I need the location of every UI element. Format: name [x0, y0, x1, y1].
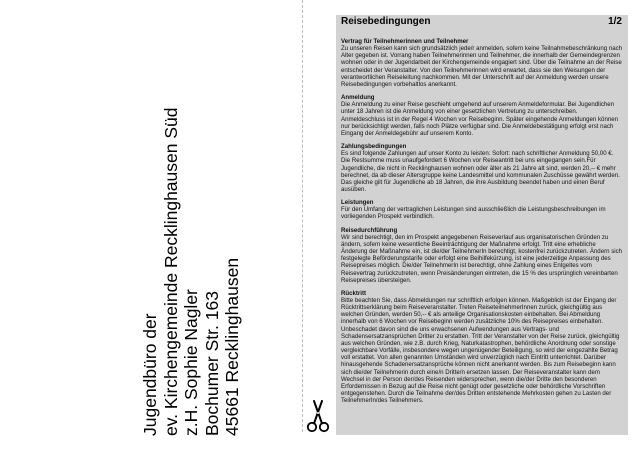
section-registration: [341, 94, 623, 137]
address-line: z.H. Sophie Nagler: [181, 289, 201, 436]
conditions-body: [336, 29, 628, 404]
section-text: Es sind folgende Zahlungen auf unser Konto zu leisten: Sofort: nach schriftlicher Anmeldung 50,00 €. Die Restsumme muss unaufgefordert 6 Wochen vor Reiseantritt bei uns eingegangen sein.Für Jugendliche, die nicht in Recklinghausen wohnen oder älter als 21 Jahre alt sind, werden 20,-- € mehr berechnet, da ab dieser Altersgruppe keine Landesmittel und kommunalen Zuschüsse gewährt werden. Das gleiche gilt für Jugendliche ab 18 Jahren, die ihre Ausbildung beendet haben und einen Beruf ausüben.: [341, 150, 620, 193]
travel-conditions-panel: [336, 15, 628, 435]
section-heading: Zahlungsbedingungen: [341, 143, 407, 151]
recipient-address: [140, 56, 250, 436]
conditions-header: [336, 15, 628, 29]
section-contract: [341, 38, 623, 88]
address-line: Bochumer Str. 163: [201, 291, 222, 436]
section-services: [341, 199, 623, 220]
section-execution: [341, 227, 623, 284]
section-heading: Anmeldung: [341, 94, 375, 102]
cut-line: [302, 0, 303, 432]
address-line: ev. Kirchengemeinde Recklinghausen Süd: [160, 107, 181, 436]
page-number: 1/2: [608, 16, 622, 27]
section-heading: Reisedurchführung: [341, 226, 398, 234]
section-heading: Rücktritt: [341, 289, 367, 297]
address-line: Jugendbüro der: [140, 313, 160, 436]
conditions-title: Reisebedingungen: [341, 16, 431, 27]
section-text: Wir sind berechtigt, den im Prospekt angegebenen Reiseverlauf aus organisatorischen Gründen zu ändern, sofern keine wesentliche Beeinträchtigung der Maßnahme erfolgt. Tritt eine erhebliche Änderung der Maßnahme ein, ist die/der TeilnehmerIn berechtigt, kostenfrei zurückzutreten. Ändern sich festgelegte Beförderungstarife oder erfolgt eine Beihilfekürzung, ist eine jederzeitige Anpassung des Reisepreises möglich. Die/der TeilnehmerIn ist berechtigt, ohne Zahlung eines Entgeltes vom Reisevertrag zurückzutreten, wenn Preisänderungen eintreten, die 15 % des ursprünglich vereinbarten Reisepreises übersteigen.: [341, 233, 623, 284]
scissors-icon: [306, 398, 330, 434]
section-text: Für den Umfang der vertraglichen Leistungen sind ausschließlich die Leistungsbeschreibungen im vorliegenden Prospekt verbindlich.: [341, 206, 606, 221]
section-text: Bitte beachten Sie, dass Abmeldungen nur schriftlich erfolgen können. Maßgeblich ist der Eingang der Rücktrittserklärung beim Reiseveranstalter. Treten ReiseteilnehmerInnen zurück, gleichgültig aus welchen Gründen, werden 50,-- € als anteilige Organisationskosten einbehalten. Bei Abmeldung innerhalb von 6 Wochen vor Reisebeginn werden zusätzliche 10% des Reisepreises einbehalten. Unbeschadet davon sind die uns erwachsenen Aufwendungen aus Vertrags- und Schadensersatzansprüchen Dritter zu erstatten. Tritt der Veranstalter von der Reise zurück, gleichgültig aus welchen Gründen, wie z.B. durch Krieg, Naturkatastrophen, behördliche Anordnung oder sonstige vergleichbare Vorfälle, insbesondere wegen ungenügender Beteiligung, so wird der eingezahlte Betrag voll erstattet. Von allen genannten Umständen wird unverzüglich nach Eintritt unterrichtet. Darüber hinausgehende Schadenersatzansprüche können nicht anerkannt werden. Bis zum Reisebeginn kann sich die/der Teilnehmerin durch eine/n Dritte/n ersetzen lassen. Der Reiseveranstalter kann dem Wechsel in der Person der/des Reisenden widersprechen, wenn die/der Dritte den besonderen Erfordernissen in Bezug auf die Reise nicht genügt oder gesetzliche oder behördliche Vorschriften entgegenstehen. Durch die Teilnahme der/des Dritten entstehende Mehrkosten gehen zu Lasten der TeilnehmerIn/des Teilnehmers.: [341, 297, 620, 405]
address-line: 45661 Recklinghausen: [222, 257, 242, 436]
section-text: Die Anmeldung zu einer Reise geschieht umgehend auf unserem Anmeldeformular. Bei Jugendlichen unter 18 Jahren ist die Anmeldung von einer gesetzlichen Vertretung zu unterschreiben. Anmeldeschluss ist in der Regel 4 Wochen vor Reisebeginn. Später eingehende Anmeldungen können nur berücksichtigt werden, falls noch Plätze verfügbar sind. Die Anmeldebestätigung erfolgt erst nach Eingang der Anmeldegebühr auf unserem Konto.: [341, 101, 618, 137]
section-heading: Vertrag für Teilnehmerinnen und Teilnehmer: [341, 38, 469, 45]
section-payment: [341, 143, 623, 193]
section-text: Zu unseren Reisen kann sich grundsätzlich jede/r anmelden, sofern keine Teilnahmebeschränkung nach Alter gegeben ist. Vorrang haben Teilnehmerinnen und Teilnehmer, die innerhalb der Gemeindegrenzen wohnen oder in der Jugendarbeit der Kirchengemeinde engagiert sind. Über die Teilnahme an der Reise entscheidet der Veranstalter. Von den Teilnehmerinnen wird erwartet, dass sie den Weisungen der verantwortlichen Reiseleitung nachkommen. Mit der Unterschrift auf der Anmeldung werden unsere Reisebedingungen vorbehaltlos anerkannt.: [341, 45, 623, 88]
section-cancellation: [341, 290, 623, 405]
section-heading: Leistungen: [341, 199, 374, 207]
